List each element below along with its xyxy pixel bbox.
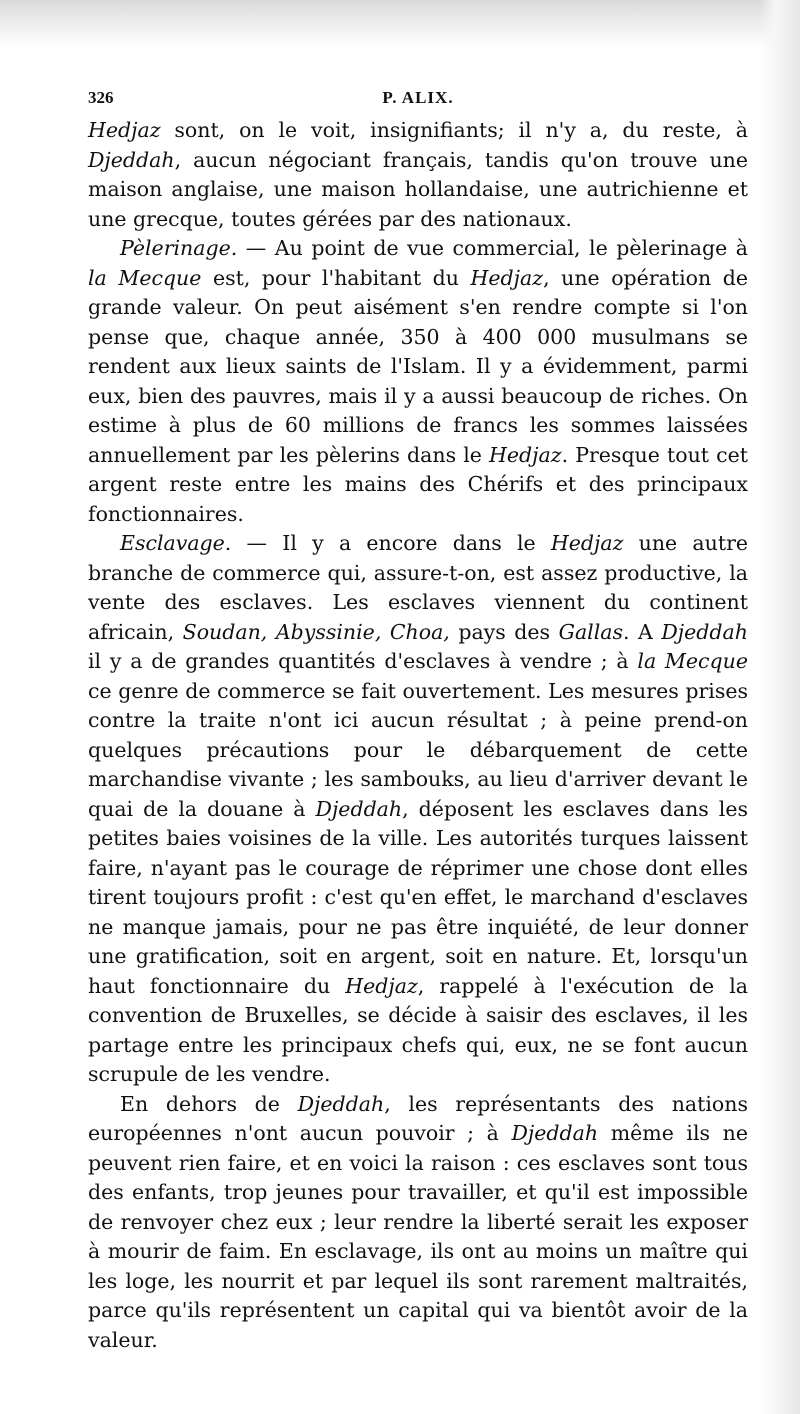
scan-shadow-top: [0, 0, 800, 48]
text-run: il y a de grandes quantités d'esclaves à vendre ; à: [88, 649, 638, 673]
text-run: . A: [623, 619, 662, 644]
text-run: une autre branche de commerce qui, assure-t-on, est assez productive, la vente des esclaves. Les esclaves viennent du continent africain,: [88, 531, 748, 644]
italic-text: Soudan, Abyssinie, Choa,: [182, 619, 450, 644]
paragraph-4: [88, 1090, 748, 1356]
paragraph-1: [88, 116, 748, 234]
italic-text: la Mecque: [88, 265, 202, 290]
text-run: , les représentants des nations européennes n'ont aucun pouvoir ; à: [88, 1091, 748, 1145]
italic-text: Djeddah: [315, 796, 403, 821]
text-run: sont, on le voit, insignifiants; il n'y a, du reste, à: [160, 118, 748, 142]
text-run: — Il y a encore dans le: [231, 531, 551, 555]
italic-text: Pèlerinage.: [120, 236, 238, 260]
text-run: , une opération de grande valeur. On peut aisément s'en rendre compte si l'on pense que, chaque année, 350 à 400 000 musulmans se rendent aux lieux saints de l'Islam. Il y a évidemment, parmi eux, bien des pauvres, mais il y a aussi beaucoup de riches. On estime à plus de 60 millions de francs les sommes laissées annuellement par les pèlerins dans le: [88, 265, 748, 467]
text-run: . Presque tout cet argent reste entre les mains des Chérifs et des principaux fonctionnaires.: [88, 442, 748, 526]
italic-text: Djeddah: [88, 147, 175, 172]
italic-text: Djeddah: [297, 1091, 385, 1116]
italic-text: Hedjaz: [489, 442, 562, 467]
text-run: est, pour l'habitant du: [201, 265, 471, 290]
text-run: En dehors de: [120, 1091, 298, 1116]
text-run: — Au point de vue commercial, le pèlerinage à: [237, 236, 748, 260]
italic-text: Hedjaz: [470, 265, 544, 290]
text-run: même ils ne peuvent rien faire, et en voici la raison : ces esclaves sont tous des enfants, trop jeunes pour travailler, et qu'il est impossible de renvoyer chez eux ; leur rendre la liberté serait les exposer à mourir de faim. En esclavage, ils ont au moins un maître qui les loge, les nourrit et par lequel ils sont rarement maltraités, parce qu'ils représentent un capital qui va bientôt avoir de la valeur.: [88, 1121, 748, 1352]
paragraph-2: [88, 234, 748, 529]
italic-text: Hedjaz: [88, 118, 161, 142]
text-run: , rappelé à l'exécution de la convention de Bruxelles, se décide à saisir des esclaves, il les partage entre les principaux chefs qui, eux, ne se font aucun scrupule de les vendre.: [88, 973, 749, 1086]
text-run: , déposent les esclaves dans les petites baies voisines de la ville. Les autorités turques laissent faire, n'ayant pas le courage de réprimer une chose dont elles tirent toujours profit : c'est qu'en effet, le marchand d'esclaves ne manque jamais, pour ne pas être inquiété, de leur donner une gratification, soit en argent, soit en nature. Et, lorsqu'un haut fonctionnaire du: [88, 796, 749, 998]
text-run: pays des: [449, 619, 559, 644]
italic-text: la Mecque: [637, 649, 748, 673]
body-text: [88, 116, 748, 1355]
running-head: [88, 78, 748, 112]
italic-text: Djeddah: [511, 1121, 599, 1145]
italic-text: Esclavage.: [120, 531, 232, 555]
italic-text: Hedjaz: [345, 973, 418, 998]
header-title: P. ALIX.: [382, 88, 454, 107]
text-run: ce genre de commerce se fait ouvertement. Les mesures prises contre la traite n'ont ici aucun résultat ; à peine prend-on quelques précautions pour le débarquement de cette marchandise vivante ; les sambouks, au lieu d'arriver devant le quai de la douane à: [88, 678, 748, 821]
italic-text: Djeddah: [661, 619, 748, 644]
scan-shadow-right: [760, 0, 800, 1414]
text-run: , aucun négociant français, tandis qu'on trouve une maison anglaise, une maison hollandaise, une autrichienne et une grecque, toutes gérées par des nationaux.: [88, 147, 748, 231]
italic-text: Hedjaz: [550, 531, 624, 555]
book-page: [88, 78, 748, 1355]
paragraph-3: [88, 529, 748, 1090]
page-number: 326: [88, 88, 114, 107]
italic-text: Gallas: [558, 619, 624, 644]
